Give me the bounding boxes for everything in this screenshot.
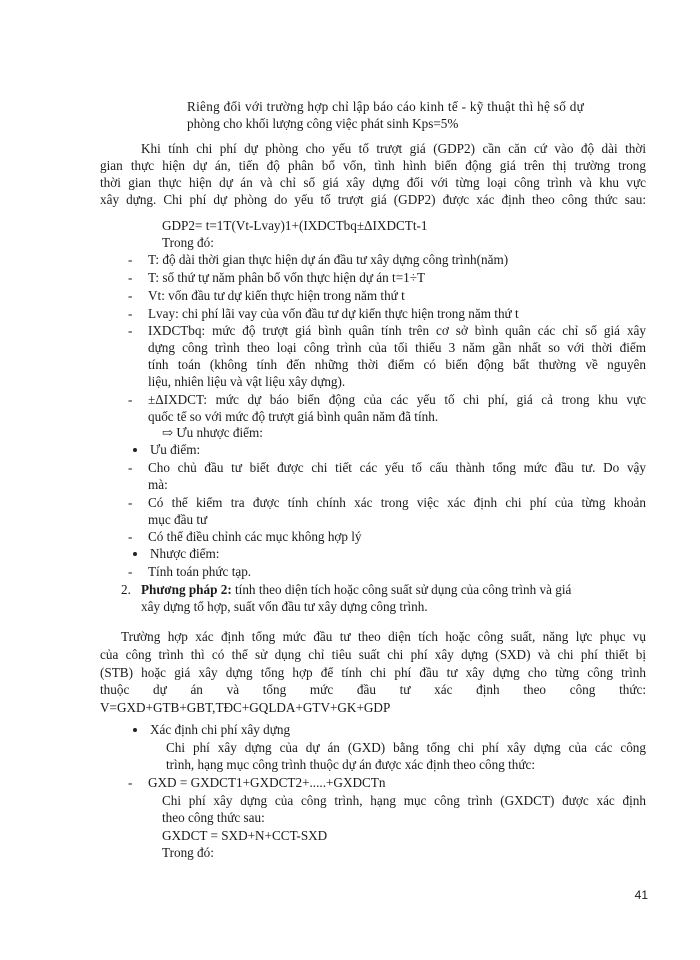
term-t-index: T: số thứ tự năm phân bổ vốn thực hiện dự án t=1÷T <box>148 270 426 285</box>
bullet-icon <box>133 448 137 452</box>
para2-line-2: của công trình thì có thể sử dụng chỉ tiêu suất chi phí xây dựng (SXD) và chi phí thiết bị <box>100 647 646 662</box>
formula-gxdct: GXDCT = SXD+N+CCT-SXD <box>162 828 328 843</box>
pros-line-2: mà: <box>148 477 168 492</box>
formula-gdp2: GDP2= t=1T(Vt-Lvay)1+(IXDCTbq±ΔIXDCTt-1 <box>162 218 428 233</box>
para1-line-4: xây dựng. Chi phí dự phòng do yếu tố trượt giá (GDP2) được xác định theo công thức sau: <box>100 192 646 207</box>
ixdctbq-line-4: liệu, nhiên liệu và vật liệu xây dựng). <box>148 374 346 389</box>
intro-line-1: Riêng đối với trường hợp chỉ lập báo cáo kinh tế - kỹ thuật thì hệ số dự <box>187 99 585 114</box>
cons-line-1: Tính toán phức tạp. <box>148 564 252 579</box>
trong-do-label-2: Trong đó: <box>162 845 214 860</box>
xd-heading: Xác định chi phí xây dựng <box>150 722 291 737</box>
pros-line-4: mục đầu tư <box>148 512 208 527</box>
xd-para-line-1: Chi phí xây dựng của dự án (GXD) bằng tổng chi phí xây dựng của các công <box>166 740 646 755</box>
method2-number: 2. <box>121 582 131 597</box>
para1-line-3: thời gian thực hiện dự án và chỉ số giá xây dựng đối với từng loại công trình và khu vực <box>100 175 646 190</box>
page-number: 41 <box>634 888 648 902</box>
para2-line-4: thuộc dự án và tổng mức đầu tư xác định theo công thức: <box>100 682 646 697</box>
formula-V: V=GXD+GTB+GBT,TĐC+GQLDA+GTV+GK+GDP <box>100 700 391 715</box>
pros-label: Ưu điểm: <box>150 442 201 457</box>
document-page: Riêng đối với trường hợp chỉ lập báo cáo kinh tế - kỹ thuật thì hệ số dự phòng cho khối lượng công việc phát sinh Kps=5% Khi tính chi phí dự phòng cho yếu tố trượt giá (GDP2) cần căn cứ vào độ dài thời gian thực hiện dự án, tiến độ phân bổ vốn, tình hình biến động giá trên thị trường trong thời gian thực hiện dự án và chỉ số giá xây dựng đối với từng loại công trình và khu vực xây dựng. Chi phí dự phòng do yếu tố trượt giá (GDP2) được xác định theo công thức sau: GDP2= t=1T(Vt-Lvay)1+(IXDCTbq±ΔIXDCTt-1 Trong đó: - T: độ dài thời gian thực hiện dự án đầu tư xây dựng công trình(năm) - T: số thứ tự năm phân bổ vốn thực hiện dự án t=1÷T - Vt: vốn đầu tư dự kiến thực hiện trong năm thứ t - Lvay: chi phí lãi vay của vốn đầu tư dự kiến thực hiện trong năm thứ t - IXDCTbq: mức độ trượt giá bình quân tính trên cơ sở bình quân các chỉ số giá xây dựng công trình theo loại công trình của tối thiểu 3 năm gần nhất so với thời điểm tính toán (không tính đến những thời điểm có biến động bất thường về nguyên liệu, nhiên liệu và vật liệu xây dựng). - ±ΔIXDCT: mức dự báo biến động của các yếu tố chi phí, giá cả trong khu vực quốc tế so với mức độ trượt giá bình quân năm đã tính. ⇨ Ưu nhược điểm: Ưu điểm: - Cho chủ đầu tư biết được chi tiết các yếu tố cấu thành tổng mức đầu tư. Do vậy mà: - Có thể kiểm tra được tính chính xác trong việc xác định chi phí của từng khoản mục đầu tư - Có thể điều chỉnh các mục không hợp lý Nhược điểm: - Tính toán phức tạp. 2. Phương pháp 2: tính theo diện tích hoặc công suất sử dụng của công trình và giá xây dựng tổ hợp, suất vốn đầu tư xây dựng công trình. Trường hợp xác định tổng mức đầu tư theo diện tích hoặc công suất, năng lực phục vụ của công trình thì có thể sử dụng chỉ tiêu suất chi phí xây dựng (SXD) và chi phí thiết bị (STB) hoặc giá xây dựng tổng hợp để tính chi phí đầu tư xây dựng cho từng công trình thuộc dự án và tổng mức đầu tư xác định theo công thức: V=GXD+GTB+GBT,TĐC+GQLDA+GTV+GK+GDP Xác định chi phí xây dựng Chi phí xây dựng của dự án (GXD) bằng tổng chi phí xây dựng của các công trình, hạng mục công trình thuộc dự án được xác định theo công thức: - GXD = GXDCT1+GXDCT2+.....+GXDCTn Chi phí xây dựng của công trình, hạng mục công trình (GXDCT) được xác định theo công thức sau: GXDCT = SXD+N+CCT-SXD Trong đó: 41 <box>100 99 648 902</box>
method2-text: tính theo diện tích hoặc công suất sử dụng của công trình và giá <box>231 582 572 597</box>
para2-line-1: Trường hợp xác định tổng mức đầu tư theo diện tích hoặc công suất, năng lực phục vụ <box>121 629 646 644</box>
ixdctbq-line-1: IXDCTbq: mức độ trượt giá bình quân tính trên cơ sở bình quân các chỉ số giá xây <box>148 323 646 338</box>
term-Vt: Vt: vốn đầu tư dự kiến thực hiện trong năm thứ t <box>148 288 405 303</box>
cons-label: Nhược điểm: <box>150 546 220 561</box>
bullet-icon <box>133 728 137 732</box>
delta-line-2: quốc tế so với mức độ trượt giá bình quân năm đã tính. <box>148 409 439 424</box>
method2-line-2: xây dựng tổ hợp, suất vốn đầu tư xây dựng công trình. <box>141 599 428 614</box>
para1-line-1: Khi tính chi phí dự phòng cho yếu tố trượt giá (GDP2) cần căn cứ vào độ dài thời <box>141 141 646 156</box>
bullet-icon <box>133 552 137 556</box>
para2-line-3: (STB) hoặc giá xây dựng tổng hợp để tính chi phí đầu tư xây dựng cho từng công trình <box>100 665 646 680</box>
intro-line-2: phòng cho khối lượng công việc phát sinh Kps=5% <box>187 116 459 131</box>
pros-line-3: Có thể kiểm tra được tính chính xác trong việc xác định chi phí của từng khoản <box>148 495 646 510</box>
term-T-duration: T: độ dài thời gian thực hiện dự án đầu tư xây dựng công trình(năm) <box>148 252 509 267</box>
method2-line-1 <box>141 581 571 598</box>
para1-line-2: gian thực hiện dự án, tiến độ phân bổ vốn, tình hình biến động giá trên thị trường trong <box>100 158 646 173</box>
term-Lvay: Lvay: chi phí lãi vay của vốn đầu tư dự kiến thực hiện trong năm thứ t <box>148 306 519 321</box>
xd-para-line-2: trình, hạng mục công trình thuộc dự án được xác định theo công thức: <box>166 757 536 772</box>
method2-title: Phương pháp 2: <box>141 582 232 597</box>
pros-line-5: Có thể điều chỉnh các mục không hợp lý <box>148 529 362 544</box>
pros-line-1: Cho chủ đầu tư biết được chi tiết các yếu tố cấu thành tổng mức đầu tư. Do vậy <box>148 460 646 475</box>
delta-line-1: ±ΔIXDCT: mức dự báo biến động của các yếu tố chi phí, giá cả trong khu vực <box>148 392 646 407</box>
xdct-para-line-1: Chi phí xây dựng của công trình, hạng mục công trình (GXDCT) được xác định <box>162 793 646 808</box>
trong-do-label: Trong đó: <box>162 235 214 250</box>
ixdctbq-line-3: tính toán (không tính đến những thời điểm có biến động bất thường về nguyên <box>148 357 646 372</box>
pros-cons-heading: ⇨ Ưu nhược điểm: <box>162 425 263 440</box>
formula-gxd: GXD = GXDCT1+GXDCT2+.....+GXDCTn <box>148 775 386 790</box>
ixdctbq-line-2: dựng công trình theo loại công trình của tối thiểu 3 năm gần nhất so với thời điểm <box>148 340 646 355</box>
xdct-para-line-2: theo công thức sau: <box>162 810 265 825</box>
